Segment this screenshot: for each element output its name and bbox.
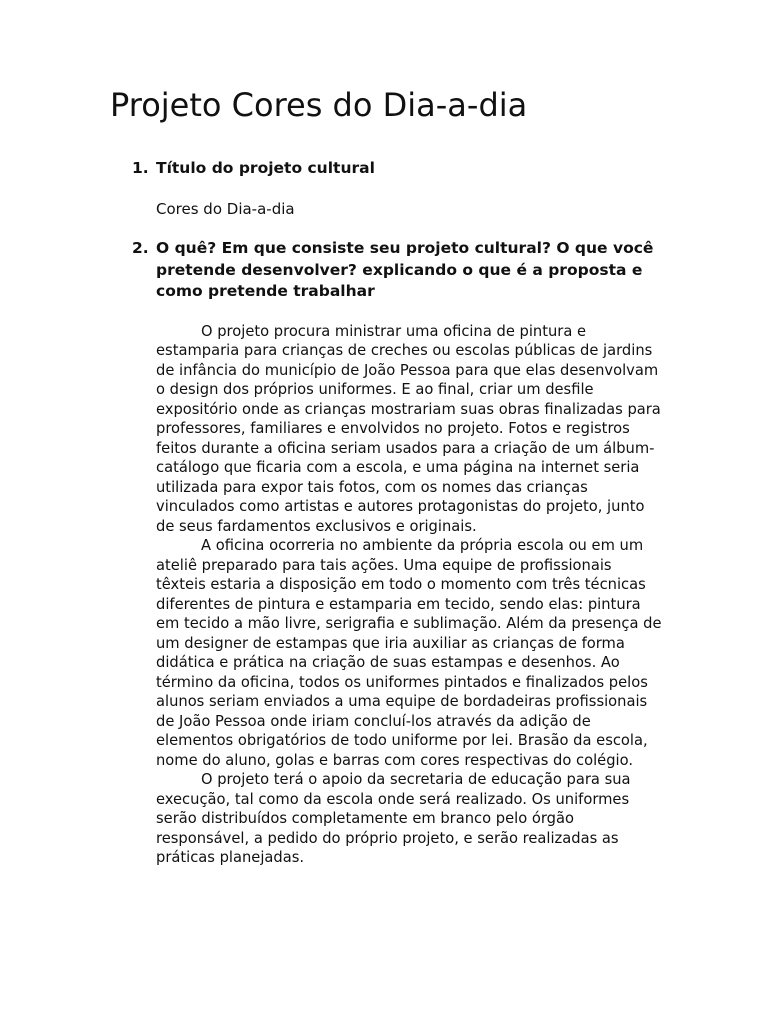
section-project-title: [132, 158, 662, 219]
body-paragraph: O projeto terá o apoio da secretaria de educação para sua execução, tal como da escola onde será realizado. Os uniformes serão distribuídos completamente em branco pelo órgão responsável, a pedido do próprio projeto, e serão realizadas as práticas planejadas.: [156, 771, 631, 866]
body-paragraph: A oficina ocorreria no ambiente da própria escola ou em um ateliê preparado para tais ações. Uma equipe de profissionais têxteis estaria a disposição em todo o momento com três técnicas diferentes de pintura e estamparia em tecido, sendo elas: pintura em tecido a mão livre, serigrafia e sublimação. Além da presença de um designer de estampas que iria auxiliar as crianças de forma didática e prática na criação de suas estampas e desenhos. Ao término da oficina, todos os uniformes pintados e finalizados pelos alunos seriam enviados a uma equipe de bordadeiras profissionais de João Pessoa onde iriam concluí-los através da adição de elementos obrigatórios de todo uniforme por lei. Brasão da escola, nome do aluno, golas e barras com cores respectivas do colégio.: [156, 537, 662, 769]
section-number: 2.: [132, 239, 149, 257]
section-number: 1.: [132, 159, 149, 177]
section-heading: O quê? Em que consiste seu projeto cultural? O que você pretende desenvolver? explicando o que é a proposta e como pretende trabalhar: [156, 239, 654, 300]
section-project-description: [132, 238, 662, 868]
document-title: Projeto Cores do Dia-a-dia: [110, 86, 528, 124]
section-heading: Título do projeto cultural: [156, 159, 375, 177]
section-body: [132, 322, 662, 868]
section-answer: Cores do Dia-a-dia: [156, 199, 295, 218]
body-paragraph: O projeto procura ministrar uma oficina de pintura e estamparia para crianças de creches ou escolas públicas de jardins de infância do município de João Pessoa para que elas desenvolvam o design dos próprios uniformes. E ao final, criar um desfile expositório onde as crianças mostrariam suas obras finalizadas para professores, familiares e envolvidos no projeto. Fotos e registros feitos durante a oficina seriam usados para a criação de um álbum-catálogo que ficaria com a escola, e uma página na internet seria utilizada para expor tais fotos, com os nomes das crianças vinculados como artistas e autores protagonistas do projeto, junto de seus fardamentos exclusivos e originais.: [156, 322, 661, 535]
